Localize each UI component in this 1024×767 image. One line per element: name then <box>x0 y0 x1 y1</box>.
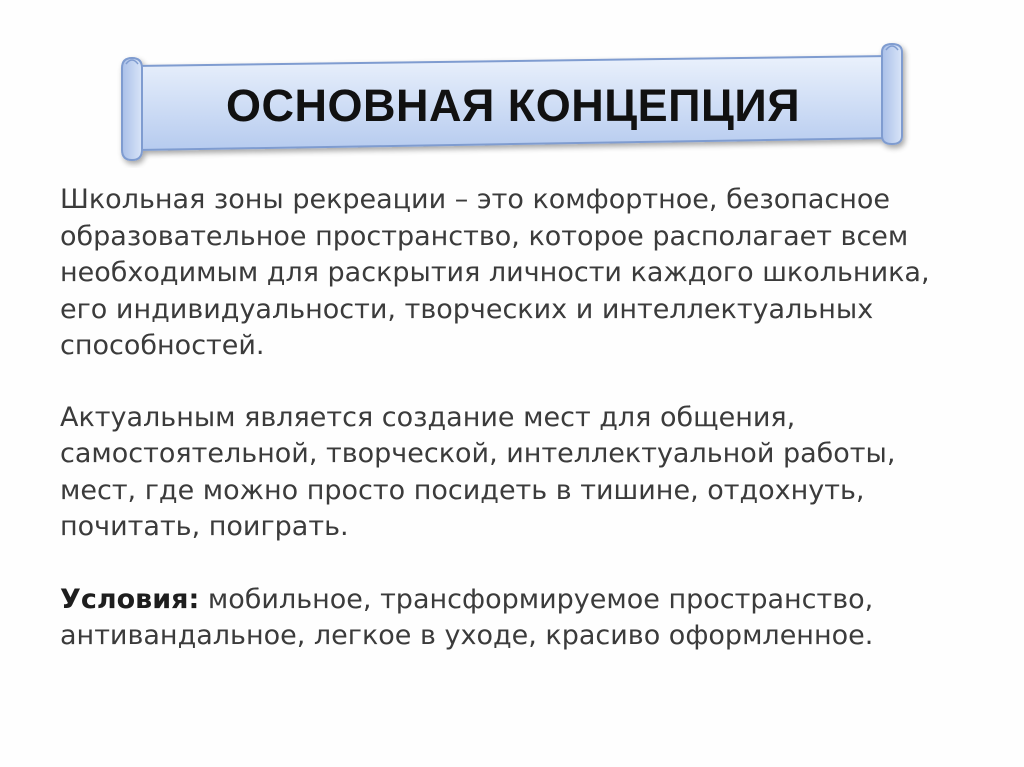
slide-body <box>60 182 980 655</box>
page-title: ОСНОВНАЯ КОНЦЕПЦИЯ <box>225 80 801 131</box>
paragraph-relevance: Актуальным является создание мест для общения, самостоятельной, творческой, интеллектуальной работы, мест, где можно просто посидеть в тишине, отдохнуть, почитать, поиграть. <box>60 401 896 542</box>
paragraph-definition: Школьная зоны рекреации – это комфортное, безопасное образовательное пространство, которое располагает всем необходимым для раскрытия личности каждого школьника, его индивидуальности, творческих и интеллектуальных способностей. <box>60 184 930 361</box>
conditions-text: мобильное, трансформируемое пространство, антивандальное, легкое в уходе, красиво оформленное. <box>60 583 874 651</box>
conditions-label: Условия: <box>60 583 200 615</box>
paragraph-conditions <box>60 582 980 655</box>
